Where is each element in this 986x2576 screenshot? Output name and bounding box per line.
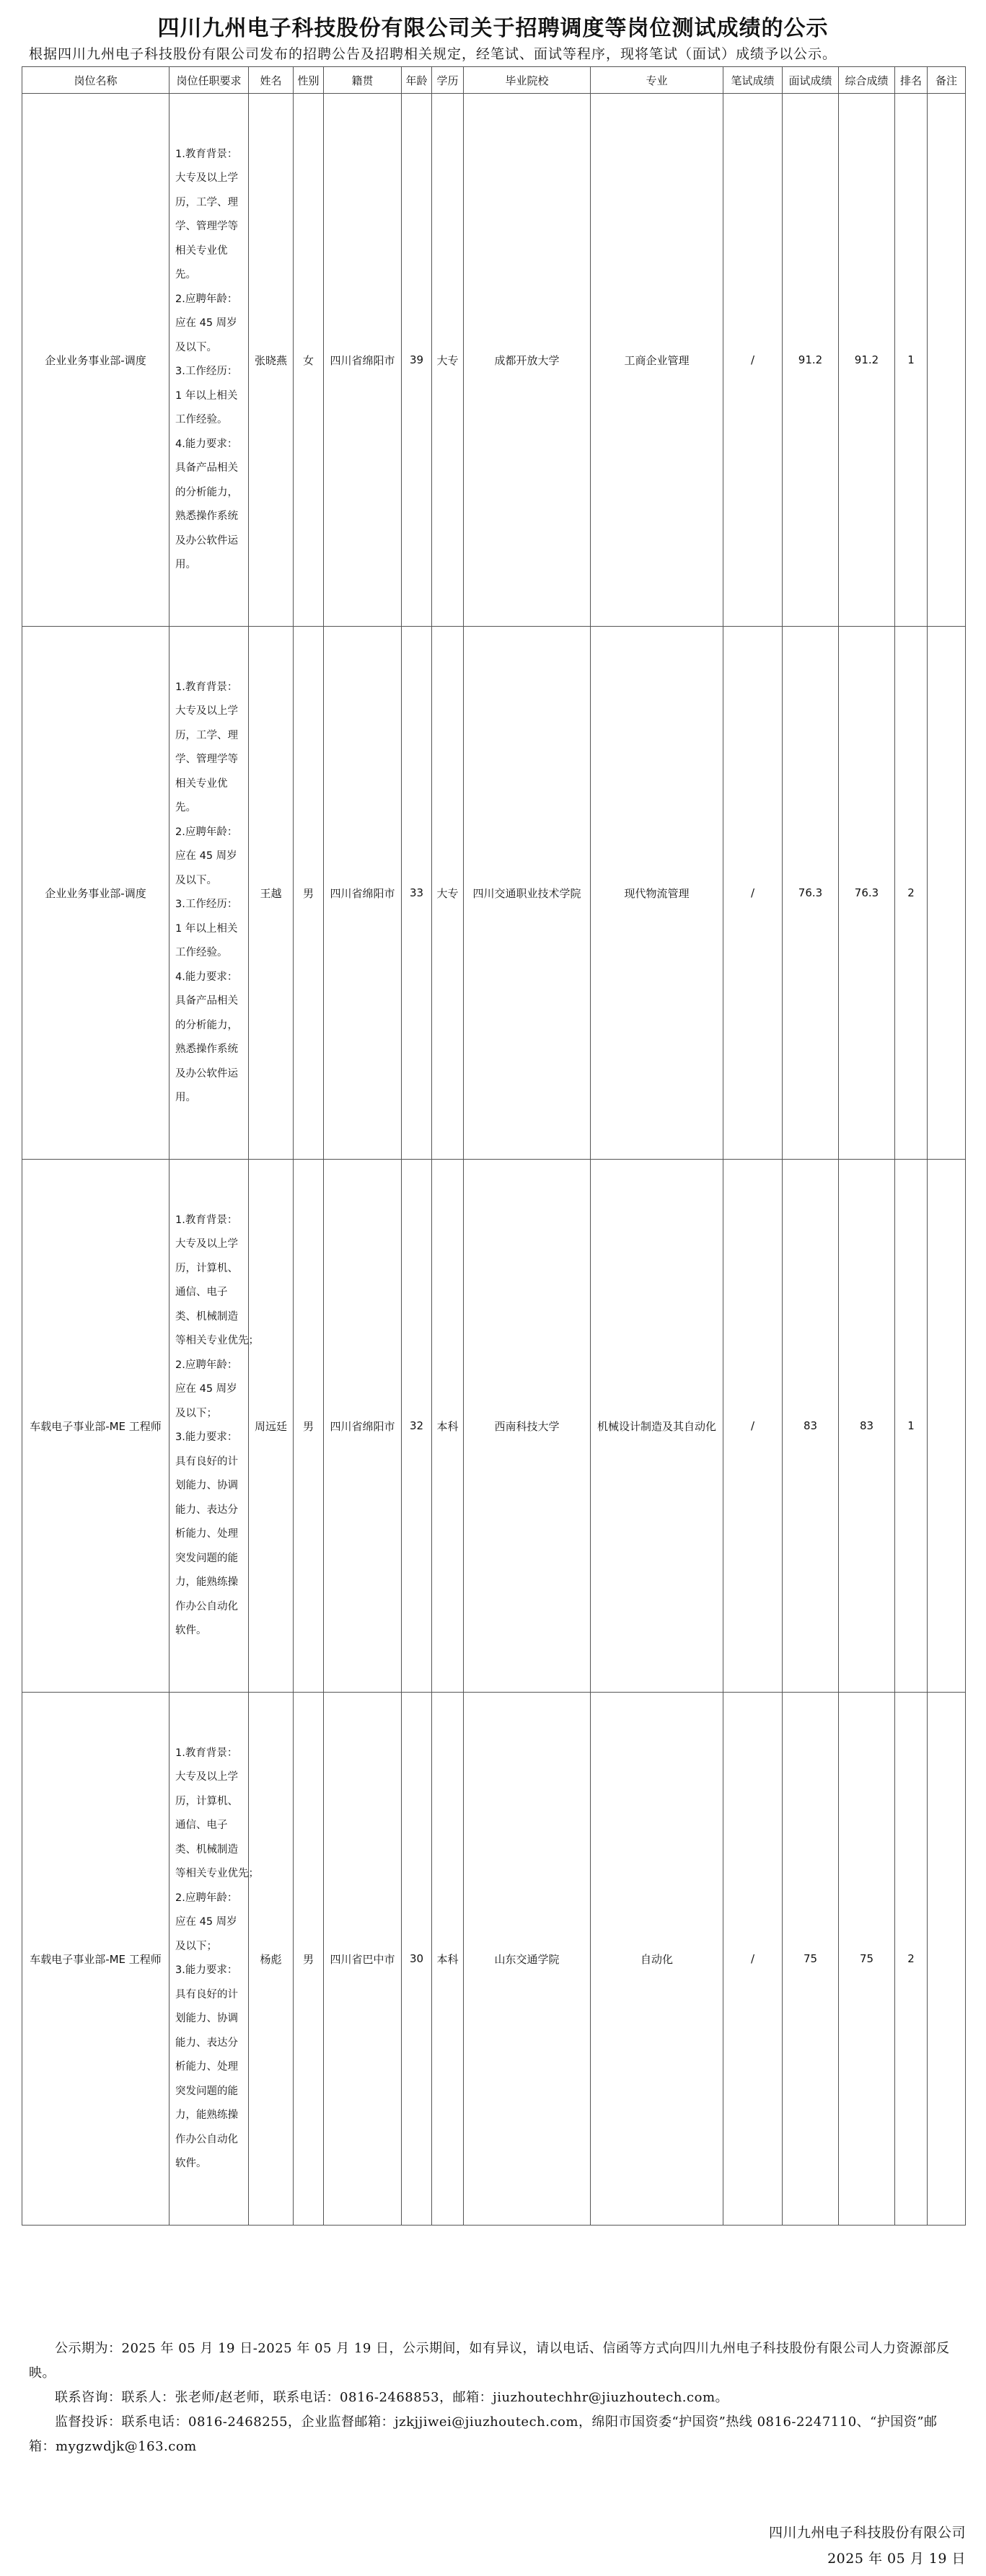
header-major: 专业 (591, 67, 723, 94)
cell-education: 大专 (432, 94, 464, 627)
header-education: 学历 (432, 67, 464, 94)
requirement-line: 类、机械制造 (175, 1310, 238, 1323)
cell-written-score: / (723, 1693, 783, 2226)
requirement-line: 3.工作经历： (175, 899, 238, 910)
requirement-line: 应在 45 周岁 (175, 1916, 237, 1928)
requirement-line: 2.应聘年龄： (175, 826, 238, 838)
requirement-line: 大专及以上学 (175, 705, 238, 717)
requirement-line: 4.能力要求： (175, 438, 238, 450)
requirement-line: 大专及以上学 (175, 1238, 238, 1250)
requirement-line: 1 年以上相关 (175, 922, 238, 935)
requirement-line: 熟悉操作系统 (175, 1044, 238, 1055)
requirement-line: 等相关专业优先； (175, 1868, 259, 1879)
cell-interview-score: 76.3 (783, 627, 839, 1160)
cell-education: 本科 (432, 1160, 464, 1693)
requirement-line: 及以下。 (175, 874, 217, 886)
header-origin: 籍贯 (324, 67, 402, 94)
requirement-line: 3.工作经历： (175, 366, 238, 377)
cell-name: 杨彪 (249, 1693, 294, 2226)
cell-rank: 1 (895, 1160, 928, 1693)
cell-gender: 男 (294, 1160, 324, 1693)
requirement-line: 突发问题的能 (175, 1552, 238, 1564)
requirement-line: 析能力、处理 (175, 2061, 238, 2073)
requirement-line: 学、管理学等 (175, 221, 238, 232)
header-school: 毕业院校 (464, 67, 591, 94)
requirement-line: 2.应聘年龄： (175, 1359, 238, 1371)
cell-note (928, 1160, 966, 1693)
requirement-line: 作办公自动化 (175, 1600, 238, 1613)
cell-major: 现代物流管理 (591, 627, 723, 1160)
table-row (22, 1693, 966, 2226)
cell-rank: 2 (895, 627, 928, 1160)
cell-position: 车载电子事业部-ME 工程师 (22, 1160, 170, 1693)
requirement-line: 软件。 (175, 2158, 207, 2169)
company-signature: 四川九州电子科技股份有限公司 (768, 2525, 966, 2541)
cell-major: 机械设计制造及其自动化 (591, 1160, 723, 1693)
cell-interview-score: 75 (783, 1693, 839, 2226)
cell-total-score: 75 (839, 1693, 895, 2226)
cell-rank: 2 (895, 1693, 928, 2226)
cell-origin: 四川省绵阳市 (324, 94, 402, 627)
cell-position: 企业业务事业部-调度 (22, 94, 170, 627)
requirement-line: 的分析能力， (175, 1019, 238, 1031)
requirement-line: 力，能熟练操 (175, 2109, 238, 2121)
cell-total-score: 91.2 (839, 94, 895, 627)
cell-gender: 女 (294, 94, 324, 627)
cell-written-score: / (723, 94, 783, 627)
requirement-line: 先。 (175, 802, 196, 813)
cell-interview-score: 91.2 (783, 94, 839, 627)
requirement-line: 2.应聘年龄： (175, 1892, 238, 1904)
requirement-line: 析能力、处理 (175, 1528, 238, 1540)
cell-education: 大专 (432, 627, 464, 1160)
page-title: 四川九州电子科技股份有限公司关于招聘调度等岗位测试成绩的公示 (157, 16, 829, 41)
table-row (22, 627, 966, 1160)
requirement-line: 用。 (175, 1092, 196, 1103)
requirement-line: 3.能力要求： (175, 1432, 238, 1443)
requirement-line: 用。 (175, 559, 196, 570)
requirement-line: 通信、电子 (175, 1819, 228, 1831)
requirement-line: 1.教育背景： (175, 148, 238, 160)
header-position: 岗位名称 (22, 67, 170, 94)
table-header-row (22, 67, 966, 94)
requirement-line: 3.能力要求： (175, 1964, 238, 1976)
requirement-line: 应在 45 周岁 (175, 317, 237, 329)
cell-rank: 1 (895, 94, 928, 627)
requirement-line: 大专及以上学 (175, 172, 238, 184)
requirement-line: 通信、电子 (175, 1287, 228, 1298)
requirement-line: 突发问题的能 (175, 2085, 238, 2097)
cell-requirements (170, 1693, 259, 2226)
requirement-line: 相关专业优 (175, 244, 228, 257)
cell-gender: 男 (294, 627, 324, 1160)
requirement-line: 及以下。 (175, 341, 217, 353)
header-note: 备注 (928, 67, 966, 94)
cell-education: 本科 (432, 1693, 464, 2226)
requirement-line: 2.应聘年龄： (175, 293, 238, 305)
requirement-line: 划能力、协调 (175, 2013, 238, 2024)
cell-age: 33 (402, 627, 432, 1160)
requirement-line: 1.教育背景： (175, 681, 238, 693)
requirement-line: 具有良好的计 (175, 1455, 238, 1468)
requirement-line: 相关专业优 (175, 777, 228, 790)
cell-age: 30 (402, 1693, 432, 2226)
requirement-line: 划能力、协调 (175, 1480, 238, 1491)
cell-note (928, 627, 966, 1160)
results-table (22, 66, 966, 2226)
cell-gender: 男 (294, 1693, 324, 2226)
requirement-line: 能力、表达分 (175, 2037, 238, 2049)
cell-major: 工商企业管理 (591, 94, 723, 627)
requirement-line: 熟悉操作系统 (175, 511, 238, 522)
requirement-line: 应在 45 周岁 (175, 1383, 237, 1395)
header-rank: 排名 (895, 67, 928, 94)
cell-requirements (170, 1160, 259, 1693)
requirement-line: 具备产品相关 (175, 995, 238, 1007)
cell-name: 王越 (249, 627, 294, 1160)
requirement-line: 类、机械制造 (175, 1843, 238, 1856)
header-age: 年龄 (402, 67, 432, 94)
requirement-line: 软件。 (175, 1625, 207, 1636)
notice-footer (29, 2337, 959, 2459)
signature-block (769, 2520, 966, 2572)
requirement-line: 历，工学、理 (175, 196, 238, 208)
contact-info: 联系咨询：联系人：张老师/赵老师，联系电话：0816-2468853，邮箱：jiuzhoutechhr@jiuzhoutech.com。 (55, 2390, 729, 2405)
cell-note (928, 94, 966, 627)
cell-school: 成都开放大学 (464, 94, 591, 627)
cell-origin: 四川省绵阳市 (324, 627, 402, 1160)
cell-name: 张晓燕 (249, 94, 294, 627)
cell-requirements (170, 627, 249, 1160)
requirement-line: 1 年以上相关 (175, 389, 238, 402)
cell-note (928, 1693, 966, 2226)
intro-paragraph: 根据四川九州电子科技股份有限公司发布的招聘公告及招聘相关规定，经笔试、面试等程序，现将笔试（面试）成绩予以公示。 (29, 46, 837, 62)
requirement-line: 及以下； (175, 1407, 217, 1419)
cell-total-score: 76.3 (839, 627, 895, 1160)
cell-school: 四川交通职业技术学院 (464, 627, 591, 1160)
cell-written-score: / (723, 1160, 783, 1693)
cell-major: 自动化 (591, 1693, 723, 2226)
cell-position: 企业业务事业部-调度 (22, 627, 170, 1160)
header-name: 姓名 (249, 67, 294, 94)
requirement-line: 等相关专业优先； (175, 1335, 259, 1346)
requirement-line: 具备产品相关 (175, 462, 238, 474)
requirement-line: 具有良好的计 (175, 1988, 238, 2001)
header-interview-score: 面试成绩 (783, 67, 839, 94)
header-requirements: 岗位任职要求 (170, 67, 249, 94)
supervision-info: 监督投诉：联系电话：0816-2468255，企业监督邮箱：jzkjjiwei@jiuzhoutech.com，绵阳市国资委“护国资”热线 0816-2247110、“护国资”邮箱：mygzwdjk@163.com (29, 2414, 938, 2454)
requirement-line: 力，能熟练操 (175, 1576, 238, 1588)
cell-origin: 四川省巴中市 (324, 1693, 402, 2226)
requirement-line: 学、管理学等 (175, 754, 238, 765)
cell-origin: 四川省绵阳市 (324, 1160, 402, 1693)
cell-age: 39 (402, 94, 432, 627)
requirement-line: 大专及以上学 (175, 1771, 238, 1783)
requirement-line: 1.教育背景： (175, 1214, 238, 1226)
header-gender: 性别 (294, 67, 324, 94)
requirement-line: 及办公软件运 (175, 534, 238, 547)
requirement-line: 工作经验。 (175, 414, 228, 425)
requirement-line: 4.能力要求： (175, 971, 238, 983)
requirement-line: 工作经验。 (175, 947, 228, 958)
requirement-line: 先。 (175, 269, 196, 281)
table-row (22, 1160, 966, 1693)
requirement-line: 应在 45 周岁 (175, 850, 237, 862)
cell-requirements (170, 94, 249, 627)
cell-interview-score: 83 (783, 1160, 839, 1693)
cell-position: 车载电子事业部-ME 工程师 (22, 1693, 170, 2226)
requirement-line: 历，工学、理 (175, 729, 238, 741)
cell-school: 西南科技大学 (464, 1160, 591, 1693)
cell-school: 山东交通学院 (464, 1693, 591, 2226)
cell-age: 32 (402, 1160, 432, 1693)
requirement-line: 作办公自动化 (175, 2133, 238, 2145)
requirement-line: 1.教育背景： (175, 1747, 238, 1759)
requirement-line: 历，计算机、 (175, 1262, 238, 1274)
requirement-line: 的分析能力， (175, 486, 238, 498)
requirement-line: 能力、表达分 (175, 1504, 238, 1516)
header-written-score: 笔试成绩 (723, 67, 783, 94)
signature-date: 2025 年 05 月 19 日 (827, 2551, 966, 2567)
cell-written-score: / (723, 627, 783, 1160)
cell-total-score: 83 (839, 1160, 895, 1693)
requirement-line: 历，计算机、 (175, 1795, 238, 1807)
cell-name: 周远廷 (249, 1160, 294, 1693)
table-row (22, 94, 966, 627)
requirement-line: 及以下； (175, 1940, 217, 1952)
publicity-period: 公示期为：2025 年 05 月 19 日-2025 年 05 月 19 日，公示期间，如有异议，请以电话、信函等方式向四川九州电子科技股份有限公司人力资源部反映。 (29, 2341, 950, 2381)
requirement-line: 及办公软件运 (175, 1067, 238, 1080)
header-total-score: 综合成绩 (839, 67, 895, 94)
